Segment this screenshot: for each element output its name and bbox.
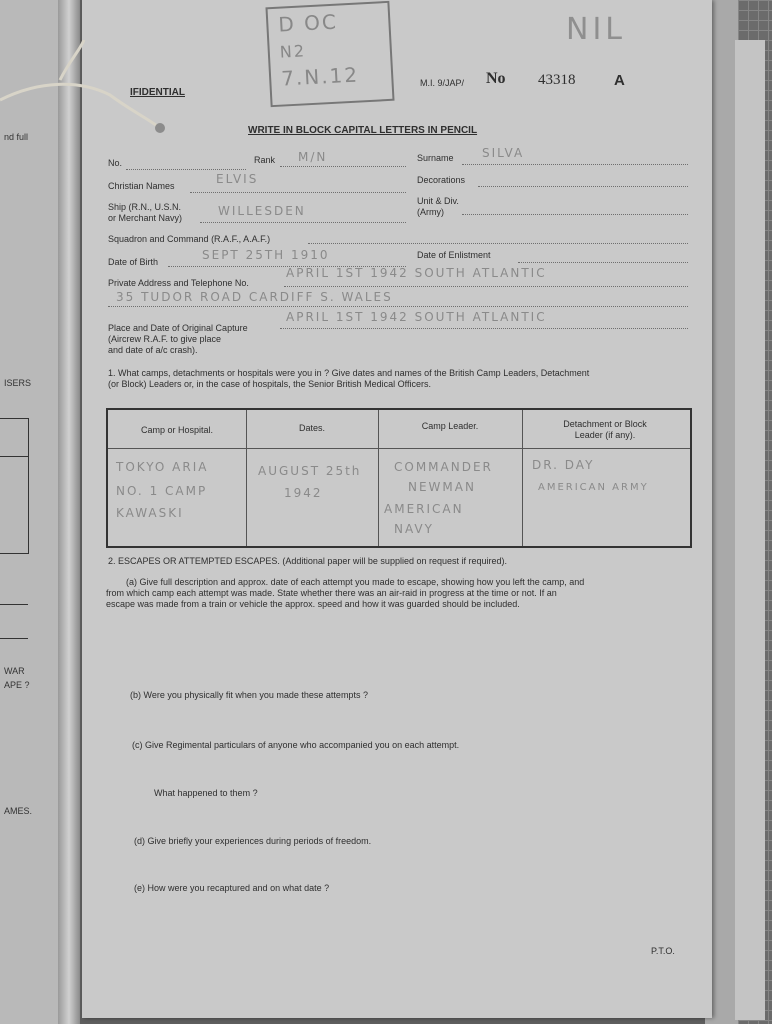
capture-label-sub: and date of a/c crash). [108, 345, 198, 355]
table-cell-dates: 1942 [284, 486, 323, 500]
squadron-label: Squadron and Command (R.A.F., A.A.F.) [108, 234, 271, 244]
question-2a-text-cont: from which camp each attempt was made. State whether there was an air-raid in progress at the time or not. If an [106, 588, 557, 598]
left-page-rule [0, 604, 28, 605]
stamp-line: 7.N.12 [280, 62, 360, 91]
squadron-field-line[interactable] [308, 243, 688, 244]
rank-label: Rank [254, 155, 276, 165]
question-2c-followup: What happened to them ? [154, 788, 258, 798]
reference-prefix: M.I. 9/JAP/ [420, 78, 465, 88]
unit-field-line[interactable] [462, 214, 688, 215]
ship-value: WILLESDEN [218, 204, 306, 218]
enlistment-label: Date of Enlistment [417, 250, 491, 260]
document-stamp [265, 1, 394, 107]
surname-value: SILVA [482, 146, 525, 160]
question-2c-text: (c) Give Regimental particulars of anyone who accompanied you on each attempt. [132, 740, 460, 750]
table-cell-leader: COMMANDER [394, 460, 493, 474]
table-cell-detachment: AMERICAN ARMY [538, 482, 649, 493]
classification-label: IFIDENTIAL [130, 87, 185, 98]
unit-label-sub: (Army) [417, 207, 444, 217]
table-cell-camp: KAWASKI [116, 506, 184, 520]
table-cell-leader: NAVY [394, 522, 434, 536]
ship-label-sub: or Merchant Navy) [108, 213, 183, 223]
question-2a-text: (a) Give full description and approx. date of each attempt you made to escape, showing how you left the camp, and [126, 577, 585, 587]
address-field-line-2[interactable] [108, 306, 688, 307]
address-value-line1: APRIL 1ST 1942 SOUTH ATLANTIC [286, 266, 547, 280]
question-1-text-cont: (or Block) Leaders or, in the case of hospitals, the Senior British Medical Officers. [108, 379, 431, 389]
surname-label: Surname [417, 153, 454, 163]
book-spine [58, 0, 80, 1024]
enlistment-field-line[interactable] [518, 262, 688, 263]
christian-names-field-line[interactable] [190, 192, 406, 193]
instruction-heading: WRITE IN BLOCK CAPITAL LETTERS IN PENCIL [248, 125, 478, 136]
table-header-camp: Camp or Hospital. [140, 425, 214, 435]
table-header-detachment-sub: Leader (if any). [574, 430, 636, 440]
corner-note: NIL [566, 12, 627, 47]
question-2a-text-cont: escape was made from a train or vehicle the approx. speed and how it was guarded should be included. [106, 599, 520, 609]
left-page-rule [0, 456, 28, 457]
surname-field-line[interactable] [462, 164, 688, 165]
rank-value: M/N [298, 150, 328, 164]
address-field-line[interactable] [284, 286, 688, 287]
left-page-fragment: APE ? [4, 680, 30, 690]
no-label: No. [108, 158, 123, 168]
document-number: 43318 [538, 72, 576, 88]
table-header-leader: Camp Leader. [421, 421, 479, 431]
left-page-fragment: WAR [4, 666, 25, 676]
left-page-fragment: nd full [4, 132, 29, 142]
number-label: No [486, 70, 506, 87]
table-header-dates: Dates. [298, 423, 325, 433]
table-cell-leader: AMERICAN [384, 502, 464, 516]
address-label: Private Address and Telephone No. [108, 278, 249, 288]
table-header-rule [108, 448, 690, 449]
left-page-fragment: ISERS [4, 378, 32, 388]
table-cell-detachment: DR. DAY [532, 458, 595, 472]
unit-label: Unit & Div. [417, 196, 459, 206]
question-2b-text: (b) Were you physically fit when you made these attempts ? [130, 690, 368, 700]
table-header-detachment: Detachment or Block [563, 419, 647, 429]
no-field-line[interactable] [126, 169, 246, 170]
back-sheet-edge [735, 40, 765, 1020]
ship-label: Ship (R.N., U.S.N. [108, 202, 182, 212]
dob-label: Date of Birth [108, 257, 159, 267]
christian-names-label: Christian Names [108, 181, 175, 191]
question-2e-text: (e) How were you recaptured and on what date ? [134, 883, 330, 893]
capture-value: APRIL 1ST 1942 SOUTH ATLANTIC [286, 310, 547, 324]
number-suffix: A [614, 72, 625, 89]
capture-field-line[interactable] [280, 328, 688, 329]
dob-value: SEPT 25TH 1910 [202, 248, 330, 262]
question-2d-text: (d) Give briefly your experiences during periods of freedom. [134, 836, 372, 846]
question-2-title: 2. ESCAPES OR ATTEMPTED ESCAPES. (Additional paper will be supplied on request if required). [108, 556, 508, 566]
decorations-label: Decorations [417, 175, 466, 185]
stamp-line: D OC [277, 9, 339, 37]
camps-table [106, 408, 692, 548]
question-1-text: 1. What camps, detachments or hospitals were you in ? Give dates and names of the British Camp Leaders, Detachment [108, 368, 590, 378]
address-value-line2: 35 TUDOR ROAD CARDIFF S. WALES [116, 290, 393, 304]
table-cell-camp: NO. 1 CAMP [116, 484, 208, 498]
christian-names-value: ELVIS [216, 172, 259, 186]
decorations-field-line[interactable] [478, 186, 688, 187]
left-page-fragment: AMES. [4, 806, 33, 816]
table-cell-camp: TOKYO ARIA [116, 460, 209, 474]
ship-field-line[interactable] [200, 222, 406, 223]
table-cell-dates: AUGUST 25th [258, 464, 362, 478]
capture-label: Place and Date of Original Capture [108, 323, 248, 333]
stamp-line: N2 [279, 41, 307, 62]
left-page-table [0, 418, 29, 554]
capture-label-sub: (Aircrew R.A.F. to give place [108, 334, 222, 344]
rank-field-line[interactable] [280, 166, 406, 167]
page-turn-note: P.T.O. [651, 946, 675, 956]
table-cell-leader: NEWMAN [408, 480, 476, 494]
left-page-rule [0, 638, 28, 639]
